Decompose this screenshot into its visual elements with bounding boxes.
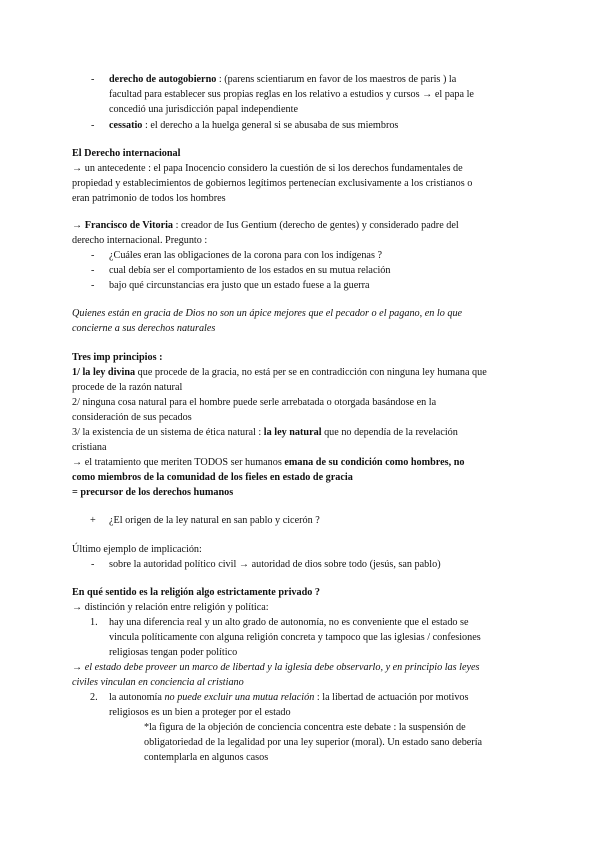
list-item: ¿Cuáles eran las obligaciones de la corona para con los indígenas ?: [109, 250, 382, 261]
bold-term: emana de su condición como hombres, no: [284, 457, 465, 468]
section-heading: El Derecho internacional: [72, 148, 181, 159]
paragraph-line: → el tratamiento que meriten TODOS ser humanos emana de su condición como hombres, no: [72, 457, 465, 468]
dash-marker: -: [91, 250, 95, 261]
plus-marker: +: [90, 515, 96, 526]
bold-term: Francisco de Vitoria: [84, 220, 174, 231]
list-item-continuation: religiosos es un bien a proteger por el estado: [109, 707, 291, 718]
list-item: ¿El origen de la ley natural en san pablo y cicerón ?: [109, 515, 320, 526]
dash-marker: -: [91, 265, 95, 276]
italic-line: civiles vinculan en conciencia al cristiano: [72, 677, 244, 688]
italic-quote-line: concierne a sus derechos naturales: [72, 323, 216, 334]
list-item: hay una diferencia real y un alto grado de autonomía, no es conveniente que el estado se: [109, 617, 469, 628]
note-line: *la figura de la objeción de conciencia concentra este debate : la suspensión de: [144, 722, 466, 733]
list-item-continuation: vincula políticamente con alguna religión concreta y tampoco que las iglesias / confesiones: [109, 632, 481, 643]
dash-marker: -: [91, 120, 95, 131]
bold-term: 1/ la ley divina: [72, 367, 136, 378]
list-number: 1.: [90, 617, 98, 628]
list-item-continuation: religiosas tengan poder político: [109, 647, 238, 658]
list-item-continuation: concedió una jurisdicción papal independiente: [109, 104, 298, 115]
list-item: derecho de autogobierno : (parens scientiarum en favor de los maestros de paris ) la: [109, 74, 457, 85]
paragraph-line: consideración de sus pecados: [72, 412, 192, 423]
list-number: 2.: [90, 692, 98, 703]
italic-quote-line: Quienes están en gracia de Dios no son un ápice mejores que el pecador o el pagano, en lo que: [72, 308, 463, 319]
paragraph-line: → Francisco de Vitoria : creador de Ius Gentium (derecho de gentes) y considerado padre del: [72, 220, 459, 231]
note-line: obligatoriedad de la legalidad por una ley superior (moral). Un estado sano debería: [144, 737, 483, 748]
paragraph-line: 3/ la existencia de un sistema de ética natural : la ley natural que no dependía de la revelación: [72, 427, 458, 438]
list-item: sobre la autoridad político civil → autoridad de dios sobre todo (jesús, san pablo): [109, 559, 441, 570]
dash-marker: -: [91, 280, 95, 291]
list-item: cual debía ser el comportamiento de los estados en su mutua relación: [109, 265, 391, 276]
bold-term: la ley natural: [263, 427, 322, 438]
section-heading: En qué sentido es la religión algo estrictamente privado ?: [72, 587, 320, 598]
paragraph-line: propiedad y establecimientos de gobiernos legítimos pertenecían exclusivamente a los cristianos o: [72, 178, 473, 189]
list-item-continuation: facultad para establecer sus propias reglas en los relativo a estudios y cursos → el papa le: [109, 89, 474, 100]
list-item: cessatio : el derecho a la huelga general si se abusaba de sus miembros: [109, 120, 399, 131]
list-item: bajo qué circunstancias era justo que un estado fuese a la guerra: [109, 280, 370, 291]
paragraph-line: → distinción y relación entre religión y política:: [72, 602, 269, 613]
paragraph-line: 1/ la ley divina que procede de la gracia, no está per se en contradicción con ninguna ley humana que: [72, 367, 487, 378]
dash-marker: -: [91, 74, 95, 85]
note-line: contemplarla en algunos casos: [144, 752, 269, 763]
paragraph-line: Último ejemplo de implicación:: [72, 544, 202, 555]
paragraph-line: cristiana: [72, 442, 107, 453]
bold-term: cessatio: [109, 120, 143, 131]
section-heading: Tres imp principios :: [72, 352, 163, 363]
list-item: la autonomía no puede excluir una mutua relación : la libertad de actuación por motivos: [109, 692, 469, 703]
paragraph-line: = precursor de los derechos humanos: [72, 487, 234, 498]
paragraph-line: 2/ ninguna cosa natural para el hombre puede serle arrebatada o otorgada basándose en la: [72, 397, 437, 408]
paragraph-line: → un antecedente : el papa Inocencio considero la cuestión de si los derechos fundamentales de: [72, 163, 463, 174]
dash-marker: -: [91, 559, 95, 570]
paragraph-line: eran patrimonio de todos los hombres: [72, 193, 226, 204]
paragraph-line: derecho internacional. Pregunto :: [72, 235, 208, 246]
italic-line: → el estado debe proveer un marco de libertad y la iglesia debe observarlo, y en principio las leyes: [72, 662, 480, 673]
paragraph-line: procede de la razón natural: [72, 382, 183, 393]
paragraph-line: como miembros de la comunidad de los fieles en estado de gracia: [72, 472, 353, 483]
bold-term: derecho de autogobierno: [109, 74, 217, 85]
